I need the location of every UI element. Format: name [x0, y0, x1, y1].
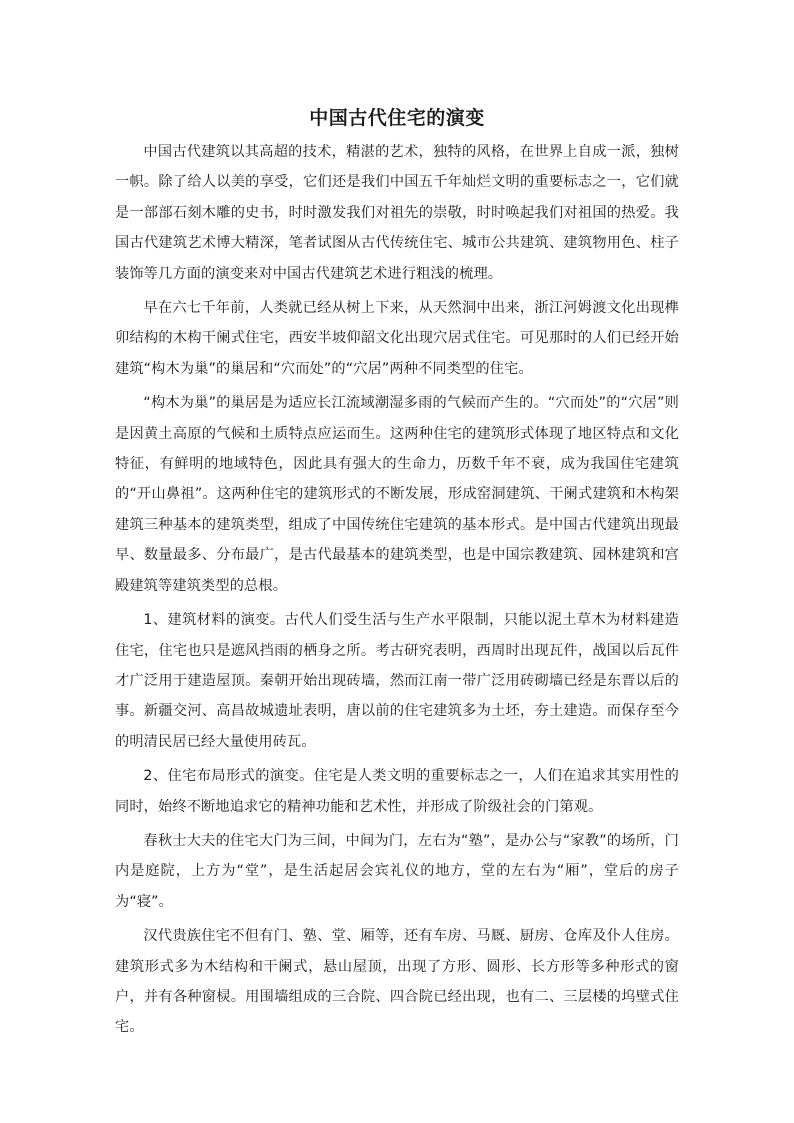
- paragraph-han: 汉代贵族住宅不但有门、塾、堂、厢等，还有车房、马厩、厨房、仓库及仆人住房。建筑形式多为木结构和干阑式，悬山屋顶，出现了方形、圆形、长方形等多种形式的窗户，并有各种窗棂。用围墙组成的三合院、四合院已经出现，也有二、三层楼的坞壁式住宅。: [115, 928, 679, 1036]
- paragraph-origins: 早在六七千年前，人类就已经从树上下来，从天然洞中出来，浙江河姆渡文化出现榫卯结构的木构干阑式住宅，西安半坡仰韶文化出现穴居式住宅。可见那时的人们已经开始建筑“构木为巢”的巢居和“穴而处”的“穴居”两种不同类型的住宅。: [115, 300, 679, 377]
- paragraph-intro: 中国古代建筑以其高超的技术，精湛的艺术，独特的风格，在世界上自成一派，独树一帜。除了给人以美的享受，它们还是我们中国五千年灿烂文明的重要标志之一，它们就是一部部石刻木雕的史书，时时激发我们对祖先的崇敬，时时唤起我们对祖国的热爱。我国古代建筑艺术博大精深，笔者试图从古代传统住宅、城市公共建筑、建筑物用色、柱子装饰等几方面的演变来对中国古代建筑艺术进行粗浅的梳理。: [115, 144, 679, 282]
- paragraph-chunqiu: 春秋士大夫的住宅大门为三间，中间为门，左右为“塾”，是办公与“家教”的场所，门内是庭院，上方为“堂”，是生活起居会宾礼仪的地方，堂的左右为“厢”，堂后的房子为“寝”。: [115, 832, 679, 910]
- paragraph-layout: 2、住宅布局形式的演变。住宅是人类文明的重要标志之一，人们在追求其实用性的同时，始终不断地追求它的精神功能和艺术性，并形成了阶级社会的门第观。: [115, 768, 679, 815]
- paragraph-materials: 1、建筑材料的演变。古代人们受生活与生产水平限制，只能以泥土草木为材料建造住宅，住宅也只是遮风挡雨的栖身之所。考古研究表明，西周时出现瓦件，战国以后瓦件才广泛用于建造屋顶。秦朝开始出现砖墙，然而江南一带广泛用砖砌墙已经是东晋以后的事。新疆交河、高昌故城遗址表明，唐以前的住宅建筑多为土坯，夯土建造。而保存至今的明清民居已经大量使用砖瓦。: [115, 612, 679, 750]
- paragraph-two-types: “构木为巢”的巢居是为适应长江流域潮湿多雨的气候而产生的。“穴而处”的“穴居”则是因黄土高原的气候和土质特点应运而生。这两种住宅的建筑形式体现了地区特点和文化特征，有鲜明的地域特色，因此具有强大的生命力，历数千年不衰，成为我国住宅建筑的“开山鼻祖”。这两种住宅的建筑形式的不断发展，形成窑洞建筑、干阑式建筑和木构架建筑三种基本的建筑类型，组成了中国传统住宅建筑的基本形式。是中国古代建筑出现最早、数量最多、分布最广，是古代最基本的建筑类型，也是中国宗教建筑、园林建筑和宫殿建筑等建筑类型的总根。: [115, 395, 679, 594]
- document-page: [115, 104, 679, 1047]
- document-title: 中国古代住宅的演变: [309, 107, 485, 129]
